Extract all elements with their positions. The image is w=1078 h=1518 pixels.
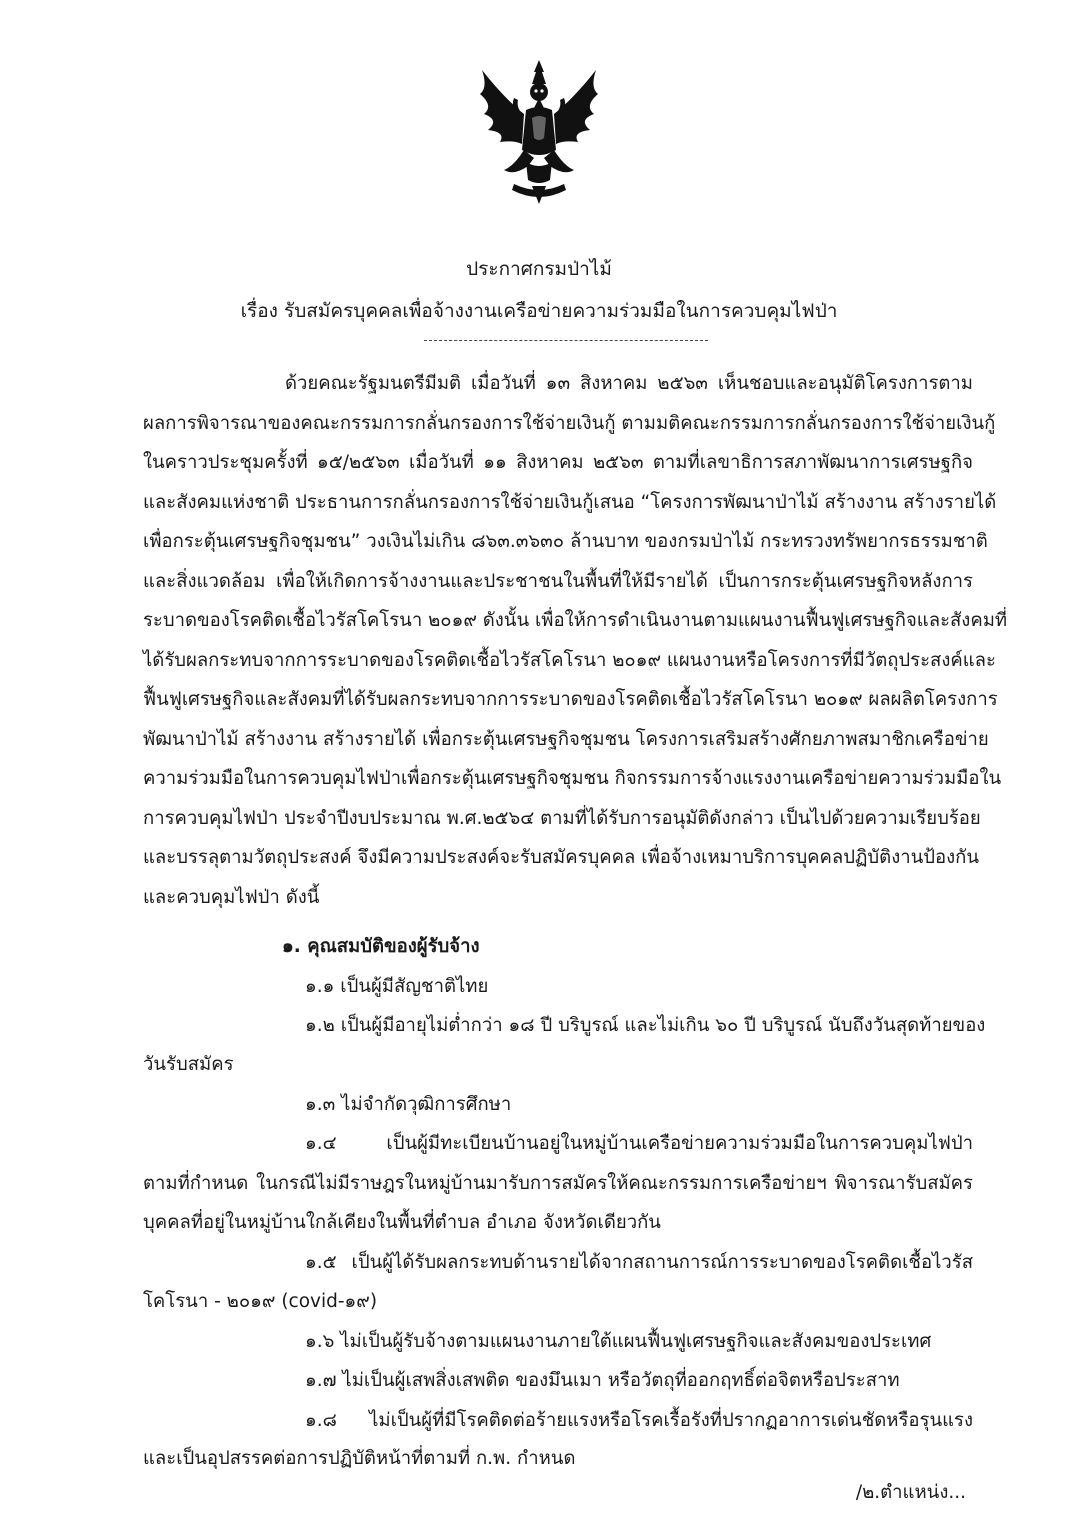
list-item-continued: โคโรนา - ๒๐๑๙ (covid-๑๙) <box>143 1291 378 1312</box>
intro-line: ระบาดของโรคติดเชื้อไวรัสโคโรนา ๒๐๑๙ ดังนั้น เพื่อให้การดำเนินงานตามแผนงานฟื้นฟูเศรษฐกิจและสังคมที่ <box>143 610 1008 631</box>
intro-line: ความร่วมมือในการควบคุมไฟป่าเพื่อกระตุ้นเศรษฐกิจชุมชน กิจกรรมการจ้างแรงงานเครือข่ายความร่วมมือใน <box>143 768 1002 789</box>
list-item: ๑.๑ เป็นผู้มีสัญชาติไทย <box>305 976 489 997</box>
list-item: ๑.๗ ไม่เป็นผู้เสพสิ่งเสพติด ของมึนเมา หรือวัตถุที่ออกฤทธิ์ต่อจิตหรือประสาท <box>305 1370 900 1391</box>
title-divider <box>424 340 708 341</box>
intro-line: และบรรลุตามวัตถุประสงค์ จึงมีความประสงค์จะรับสมัครบุคคล เพื่อจ้างเหมาบริการบุคคลปฏิบัติงานป้องกัน <box>143 847 979 868</box>
list-item-continued: และเป็นอุปสรรคต่อการปฏิบัติหน้าที่ตามที่ ก.พ. กำหนด <box>143 1448 576 1469</box>
section-heading: ๑. คุณสมบัติของผู้รับจ้าง <box>282 936 480 957</box>
intro-line: พัฒนาป่าไม้ สร้างงาน สร้างรายได้ เพื่อกระตุ้นเศรษฐกิจชุมชน โครงการเสริมสร้างศักยภาพสมาชิกเครือข่าย <box>143 729 989 750</box>
intro-line: และควบคุมไฟป่า ดังนี้ <box>143 887 320 908</box>
intro-line: ได้รับผลกระทบจากการระบาดของโรคติดเชื้อไวรัสโคโรนา ๒๐๑๙ แผนงานหรือโครงการที่มีวัตถุประสงค์และ <box>143 650 996 671</box>
list-item: ๑.๓ ไม่จำกัดวุฒิการศึกษา <box>305 1094 512 1115</box>
list-item: ๑.๕ เป็นผู้ได้รับผลกระทบด้านรายได้จากสถานการณ์การระบาดของโรคติดเชื้อไวรัส <box>305 1252 973 1273</box>
page-continuation: /๒.ตำแหน่ง... <box>855 1482 966 1503</box>
garuda-emblem-icon <box>474 58 604 206</box>
list-item-continued: ตามที่กำหนด ในกรณีไม่มีราษฎรในหมู่บ้านมารับการสมัครให้คณะกรรมการเครือข่ายฯ พิจารณารับสมัคร <box>143 1173 973 1194</box>
list-item-continued: บุคคลที่อยู่ในหมู่บ้านใกล้เคียงในพื้นที่ตำบล อำเภอ จังหวัดเดียวกัน <box>143 1212 661 1233</box>
document-subject: เรื่อง รับสมัครบุคคลเพื่อจ้างงานเครือข่ายความร่วมมือในการควบคุมไฟป่า <box>240 300 838 322</box>
intro-line: ผลการพิจารณาของคณะกรรมการกลั่นกรองการใช้จ่ายเงินกู้ ตามมติคณะกรรมการกลั่นกรองการใช้จ่ายเงินกู้ <box>143 413 996 434</box>
intro-line: ในคราวประชุมครั้งที่ ๑๕/๒๕๖๓ เมื่อวันที่ ๑๑ สิงหาคม ๒๕๖๓ ตามที่เลขาธิการสภาพัฒนาการเศรษฐกิจ <box>143 452 973 473</box>
intro-line: และสังคมแห่งชาติ ประธานการกลั่นกรองการใช้จ่ายเงินกู้เสนอ “โครงการพัฒนาป่าไม้ สร้างงาน สร้างรายได้ <box>143 492 997 513</box>
list-item: ๑.๘ ไม่เป็นผู้ที่มีโรคติดต่อร้ายแรงหรือโรคเรื้อรังที่ปรากฏอาการเด่นชัดหรือรุนแรง <box>305 1410 973 1431</box>
list-item: ๑.๖ ไม่เป็นผู้รับจ้างตามแผนงานภายใต้แผนฟื้นฟูเศรษฐกิจและสังคมของประเทศ <box>305 1331 932 1352</box>
list-item: ๑.๔ เป็นผู้มีทะเบียนบ้านอยู่ในหมู่บ้านเครือข่ายความร่วมมือในการควบคุมไฟป่า <box>305 1133 973 1154</box>
list-item: ๑.๒ เป็นผู้มีอายุไม่ต่ำกว่า ๑๘ ปี บริบูรณ์ และไม่เกิน ๖๐ ปี บริบูรณ์ นับถึงวันสุดท้ายของ <box>305 1015 986 1036</box>
document-title: ประกาศกรมป่าไม้ <box>466 258 612 280</box>
intro-line: ฟื้นฟูเศรษฐกิจและสังคมที่ได้รับผลกระทบจากการระบาดของโรคติดเชื้อไวรัสโคโรนา ๒๐๑๙ ผลผลิตโครงการ <box>143 689 998 710</box>
intro-line: การควบคุมไฟป่า ประจำปีงบประมาณ พ.ศ.๒๕๖๔ ตามที่ได้รับการอนุมัติดังกล่าว เป็นไปด้วยความเรียบร้อย <box>143 808 981 829</box>
intro-line: เพื่อกระตุ้นเศรษฐกิจชุมชน” วงเงินไม่เกิน ๘๖๓.๓๖๓๐ ล้านบาท ของกรมป่าไม้ กระทรวงทรัพยากรธรรมชาติ <box>143 531 988 552</box>
list-item-continued: วันรับสมัคร <box>143 1054 234 1075</box>
intro-line: ด้วยคณะรัฐมนตรีมีมติ เมื่อวันที่ ๑๓ สิงหาคม ๒๕๖๓ เห็นชอบและอนุมัติโครงการตาม <box>285 373 973 394</box>
intro-line: และสิ่งแวดล้อม เพื่อให้เกิดการจ้างงานและประชาชนในพื้นที่ให้มีรายได้ เป็นการกระตุ้นเศรษฐกิจหลังการ <box>143 571 973 592</box>
